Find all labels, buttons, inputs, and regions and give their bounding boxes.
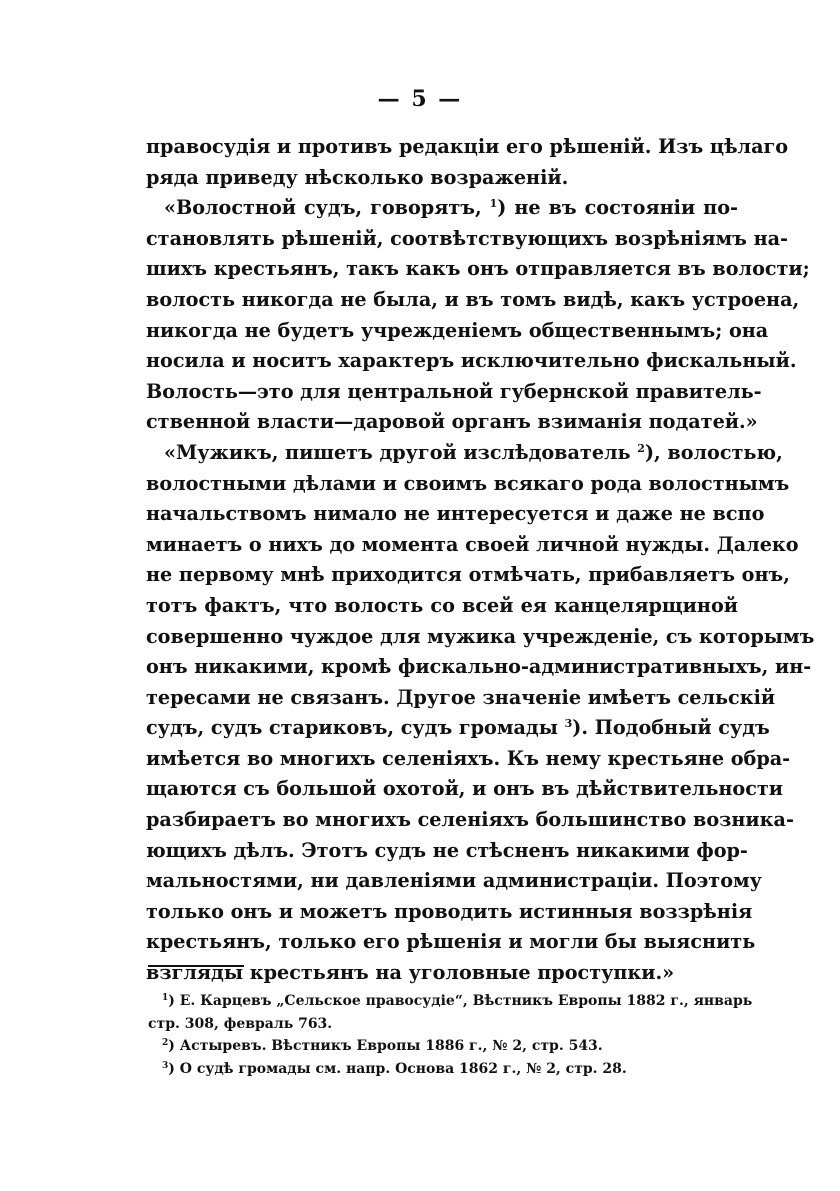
text-line: крестьянъ, только его рѣшенія и могли бы выяснить: [146, 930, 756, 954]
text-line: тотъ фактъ, что волость со всей ея канцелярщиной: [146, 593, 738, 617]
text-line: не первому мнѣ приходится отмѣчать, прибавляетъ онъ,: [146, 563, 790, 587]
text-line: взгляды крестьянъ на уголовные проступки.»: [146, 961, 675, 985]
text-line: волостными дѣлами и своимъ всякаго рода волостнымъ: [146, 471, 790, 495]
footnote-marker: 1: [162, 993, 169, 1003]
text-line: онъ никакими, кромѣ фискально-административныхъ, ин-: [146, 655, 812, 679]
text-line: мальностями, ни давленіями администраціи. Поэтому: [146, 869, 762, 893]
text-line: начальствомъ нимало не интересуется и даже не вспо: [146, 502, 765, 526]
footnote-marker: 2: [162, 1038, 169, 1048]
text-fragment: не въ состояніи по-: [514, 196, 738, 220]
text-fragment: судъ, судъ стариковъ, судъ громады: [146, 716, 558, 740]
text-line: Волость—это для центральной губернской правитель-: [146, 379, 762, 403]
footnote-ref: 3: [564, 717, 573, 731]
footnote-1: [148, 990, 753, 1013]
footnote-1-continuation: стр. 308, февраль 763.: [148, 1015, 333, 1032]
footnote-text: ) Е. Карцевъ „Сельское правосудіе“, Вѣстникъ Европы 1882 г., январь: [168, 993, 753, 1009]
text-line: [146, 713, 770, 744]
text-line: носила и носитъ характеръ исключительно фискальный.: [146, 349, 797, 373]
footnote-text: ) Астыревъ. Вѣстникъ Европы 1886 г., № 2, стр. 543.: [168, 1038, 603, 1054]
text-line: «Волостной судъ, говорятъ, $^1$) не въ состояніи по-: [164, 196, 738, 220]
footnote-3: [148, 1058, 738, 1081]
text-line: ственной власти—даровой органъ взиманія податей.»: [146, 410, 758, 434]
page-number: — 5 —: [377, 86, 463, 112]
text-fragment: «Мужикъ, пишетъ другой изслѣдователь: [164, 440, 631, 464]
footnote-ref: 2: [637, 441, 645, 455]
footnote-2: [148, 1035, 738, 1058]
text-line: щаются съ большой охотой, и онъ въ дѣйствительности: [146, 777, 783, 801]
text-line: волость никогда не была, и въ томъ видѣ, какъ устроена,: [146, 287, 800, 311]
text-line: становлять рѣшеній, соотвѣтствующихъ возрѣніямъ на-: [146, 226, 789, 250]
footnote-marker: 3: [162, 1060, 169, 1071]
text-line: минаетъ о нихъ до момента своей личной нужды. Далеко: [146, 532, 799, 556]
footnote-divider: [148, 965, 244, 967]
text-line: тересами не связанъ. Другое значеніе имѣетъ сельскій: [146, 685, 776, 709]
footnote-text: ) О судѣ громады см. напр. Основа 1862 г., № 2, стр. 28.: [168, 1060, 627, 1077]
text-line: совершенно чуждое для мужика учрежденіе, съ которымъ: [146, 624, 815, 648]
text-line: только онъ и можетъ проводить истинныя воззрѣнія: [146, 899, 753, 923]
footnotes: [148, 990, 753, 1080]
text-fragment: «Волостной судъ, говорятъ,: [164, 196, 482, 220]
text-line: разбираетъ во многихъ селеніяхъ большинство возника-: [146, 808, 794, 832]
text-line: имѣется во многихъ селеніяхъ. Къ нему крестьяне обра-: [146, 746, 791, 770]
text-line: правосудія и противъ редакціи его рѣшеній. Изъ цѣлаго: [146, 135, 789, 158]
text-fragment: ). Подобный судъ: [572, 716, 770, 740]
body-text: [146, 132, 815, 989]
text-line: [146, 438, 783, 469]
footnote-ref: 1: [489, 197, 498, 211]
text-line: ющихъ дѣлъ. Этотъ судъ не стѣсненъ никакими фор-: [146, 838, 748, 862]
text-line: шихъ крестьянъ, такъ какъ онъ отправляется въ волости;: [146, 257, 810, 281]
text-fragment: ), волостью,: [644, 440, 783, 464]
text-line: ряда приведу нѣсколько возраженій.: [146, 165, 569, 189]
text-line: никогда не будетъ учрежденіемъ общественнымъ; она: [146, 318, 769, 342]
